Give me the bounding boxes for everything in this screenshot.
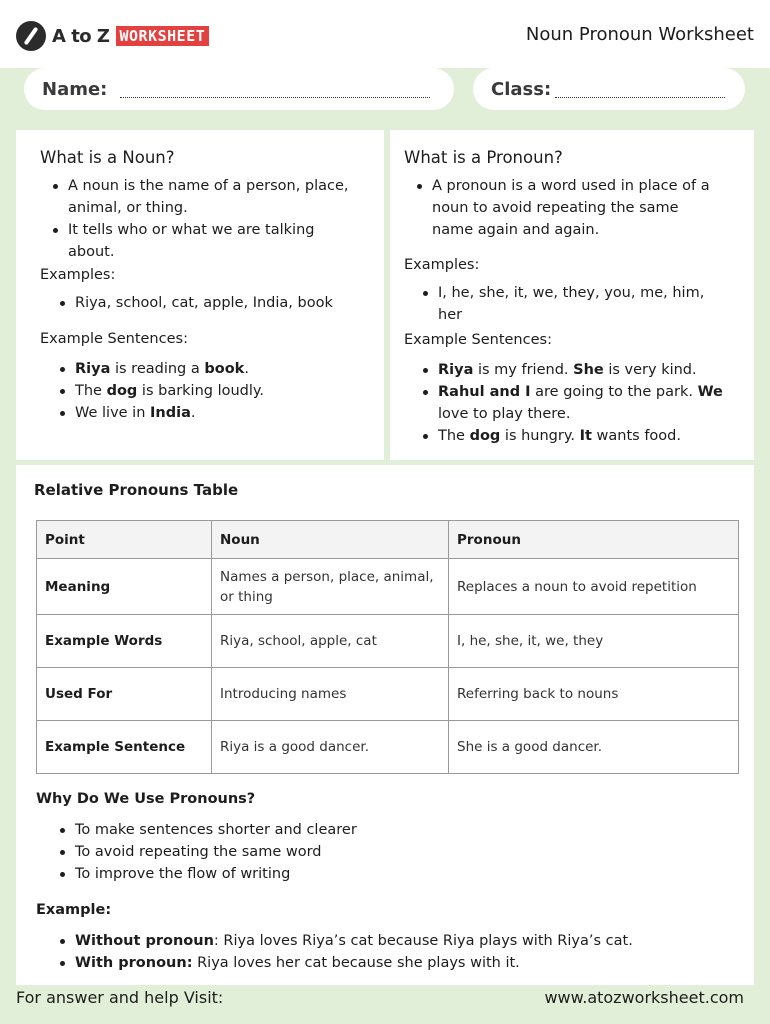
pronoun-points — [414, 175, 724, 241]
pronoun-sentences-label: Example Sentences: — [404, 332, 552, 348]
list-item: With pronoun: Riya loves her cat because she plays with it. — [57, 952, 737, 974]
footer-text: For answer and help Visit: — [16, 988, 224, 1007]
list-item: Riya is my friend. She is very kind. — [420, 359, 738, 381]
name-write-line[interactable] — [120, 97, 430, 98]
table-header-cell: Pronoun — [449, 521, 739, 559]
table-row — [37, 615, 739, 668]
table-cell: I, he, she, it, we, they — [449, 615, 739, 668]
website-link[interactable]: www.atozworksheet.com — [544, 988, 744, 1007]
table-cell: Riya is a good dancer. — [212, 721, 449, 774]
table-row — [37, 559, 739, 615]
list-item: It tells who or what we are talking about. — [50, 219, 360, 263]
relative-pronouns-table — [36, 520, 739, 774]
noun-heading: What is a Noun? — [40, 148, 175, 167]
table-header-row — [37, 521, 739, 559]
noun-examples — [57, 292, 367, 314]
list-item: Rahul and I are going to the park. We love to play there. — [420, 381, 738, 425]
list-item: Without pronoun: Riya loves Riya’s cat because Riya plays with Riya’s cat. — [57, 930, 737, 952]
table-cell: Replaces a noun to avoid repetition — [449, 559, 739, 615]
why-title: Why Do We Use Pronouns? — [36, 791, 256, 807]
list-item: To make sentences shorter and clearer — [57, 819, 697, 841]
table-cell: Names a person, place, animal, or thing — [212, 559, 449, 615]
logo-badge: WORKSHEET — [116, 26, 210, 46]
table-cell: Example Sentence — [37, 721, 212, 774]
pronoun-examples — [420, 282, 730, 326]
name-field[interactable] — [24, 68, 454, 110]
list-item: The dog is hungry. It wants food. — [420, 425, 738, 447]
list-item: To avoid repeating the same word — [57, 841, 697, 863]
table-cell: Introducing names — [212, 668, 449, 721]
logo-text: A to Z — [52, 25, 110, 47]
list-item: The dog is barking loudly. — [57, 380, 367, 402]
noun-sentences-label: Example Sentences: — [40, 331, 188, 347]
logo — [16, 20, 209, 52]
list-item: To improve the flow of writing — [57, 863, 697, 885]
list-item: A pronoun is a word used in place of a noun to avoid repeating the same name again and again. — [414, 175, 724, 241]
table-header-cell: Point — [37, 521, 212, 559]
table-cell: Referring back to nouns — [449, 668, 739, 721]
table-header-cell: Noun — [212, 521, 449, 559]
noun-sentences — [57, 358, 367, 424]
why-points — [57, 819, 697, 885]
noun-examples-label: Examples: — [40, 267, 116, 283]
pronoun-heading: What is a Pronoun? — [404, 148, 563, 167]
class-label: Class: — [491, 79, 552, 100]
list-item: A noun is the name of a person, place, animal, or thing. — [50, 175, 360, 219]
example-title: Example: — [36, 902, 112, 918]
table-title: Relative Pronouns Table — [34, 481, 239, 499]
list-item: We live in India. — [57, 402, 367, 424]
pronoun-sentences — [420, 359, 738, 447]
list-item: Riya is reading a book. — [57, 358, 367, 380]
table-cell: Meaning — [37, 559, 212, 615]
table-cell: She is a good dancer. — [449, 721, 739, 774]
pencil-logo-icon — [16, 21, 46, 51]
page-title: Noun Pronoun Worksheet — [525, 24, 754, 45]
class-field[interactable] — [473, 68, 745, 110]
list-item: Riya, school, cat, apple, India, book — [57, 292, 367, 314]
list-item: I, he, she, it, we, they, you, me, him, her — [420, 282, 730, 326]
example-lines — [57, 930, 737, 974]
table-cell: Riya, school, apple, cat — [212, 615, 449, 668]
table-row — [37, 721, 739, 774]
noun-card — [16, 130, 384, 460]
name-label: Name: — [42, 79, 108, 100]
table-cell: Example Words — [37, 615, 212, 668]
header-bar — [0, 0, 770, 68]
class-write-line[interactable] — [555, 97, 725, 98]
noun-points — [50, 175, 360, 263]
pronoun-examples-label: Examples: — [404, 257, 480, 273]
table-row — [37, 668, 739, 721]
table-cell: Used For — [37, 668, 212, 721]
main-card — [16, 465, 754, 985]
pronoun-card — [390, 130, 754, 460]
